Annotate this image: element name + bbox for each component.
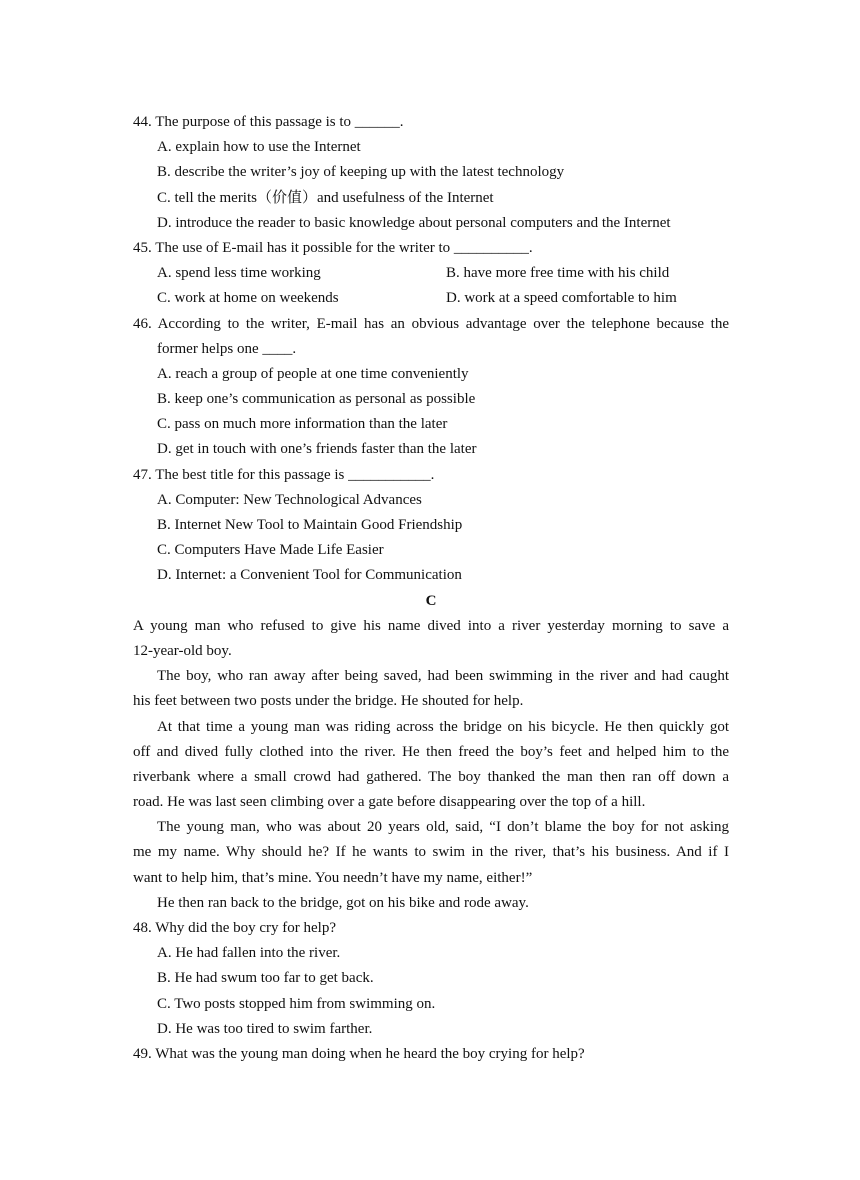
passage-paragraph-4-line-2: me my name. Why should he? If he wants to swim in the river, that’s his business. And if I	[133, 844, 729, 861]
question-47-option-a: A. Computer: New Technological Advances	[157, 491, 422, 508]
passage-paragraph-3-line-1: At that time a young man was riding across the bridge on his bicycle. He then quickly got	[157, 718, 729, 735]
section-c-title: C	[425, 592, 437, 609]
question-45-option-c: C. work at home on weekends	[157, 290, 339, 307]
passage-paragraph-1-line-2: 12-year-old boy.	[133, 642, 232, 659]
passage-paragraph-5-line-1: He then ran back to the bridge, got on his bike and rode away.	[157, 894, 529, 911]
question-47-option-b: B. Internet New Tool to Maintain Good Friendship	[157, 517, 463, 533]
question-48-option-b: B. He had swum too far to get back.	[157, 970, 374, 987]
question-46-option-d: D. get in touch with one’s friends faster than the later	[157, 441, 477, 458]
question-46-option-b: B. keep one’s communication as personal as possible	[157, 391, 476, 408]
question-47-option-d: D. Internet: a Convenient Tool for Communication	[157, 567, 462, 584]
question-48-stem: 48. Why did the boy cry for help?	[133, 920, 337, 936]
question-44-option-b: B. describe the writer’s joy of keeping up with the latest technology	[157, 164, 565, 181]
passage-paragraph-4-line-3: want to help him, that’s mine. You needn’t have my name, either!”	[133, 869, 533, 886]
passage-paragraph-2-line-1: The boy, who ran away after being saved, had been swimming in the river and had caught	[157, 668, 729, 685]
passage-paragraph-4-line-1: The young man, who was about 20 years old, said, “I don’t blame the boy for not asking	[157, 819, 729, 836]
passage-paragraph-2-line-2: his feet between two posts under the bridge. He shouted for help.	[133, 693, 524, 710]
question-44-option-a: A. explain how to use the Internet	[157, 139, 361, 156]
question-48-option-d: D. He was too tired to swim farther.	[157, 1020, 373, 1037]
question-44-stem: 44. The purpose of this passage is to ______.	[133, 114, 404, 130]
question-48-option-a: A. He had fallen into the river.	[157, 945, 341, 962]
exam-page	[133, 110, 729, 1067]
question-47-stem: 47. The best title for this passage is ___________.	[133, 466, 435, 483]
question-44-option-c: C. tell the merits（价值）and usefulness of the Internet	[157, 189, 494, 206]
question-48-option-c: C. Two posts stopped him from swimming on.	[157, 995, 436, 1012]
question-45-options-row-1	[133, 261, 729, 286]
passage-paragraph-3-line-2: off and dived fully clothed into the river. He then freed the boy’s feet and helped him to the	[133, 743, 729, 760]
question-45-option-d: D. work at a speed comfortable to him	[446, 290, 677, 307]
question-49-stem: 49. What was the young man doing when he heard the boy crying for help?	[133, 1045, 585, 1062]
passage-paragraph-1-line-1: A young man who refused to give his name dived into a river yesterday morning to save a	[133, 617, 729, 634]
question-46-option-a: A. reach a group of people at one time conveniently	[157, 365, 469, 382]
passage-paragraph-3-line-3: riverbank where a small crowd had gathered. The boy thanked the man then ran off down a	[133, 768, 729, 785]
question-45-option-a: A. spend less time working	[157, 265, 321, 282]
question-46-stem-line-2: former helps one ____.	[157, 340, 297, 357]
question-45-option-b: B. have more free time with his child	[446, 265, 670, 282]
question-47-option-c: C. Computers Have Made Life Easier	[157, 542, 384, 559]
question-45-stem: 45. The use of E-mail has it possible for the writer to __________.	[133, 239, 533, 256]
question-44-option-d: D. introduce the reader to basic knowledge about personal computers and the Internet	[157, 214, 671, 231]
question-46-stem-line-1: 46. According to the writer, E-mail has an obvious advantage over the telephone because the	[133, 315, 729, 332]
question-45-options-row-2	[133, 286, 729, 311]
passage-paragraph-3-line-4: road. He was last seen climbing over a gate before disappearing over the top of a hill.	[133, 794, 646, 811]
question-46-option-c: C. pass on much more information than the later	[157, 416, 448, 433]
